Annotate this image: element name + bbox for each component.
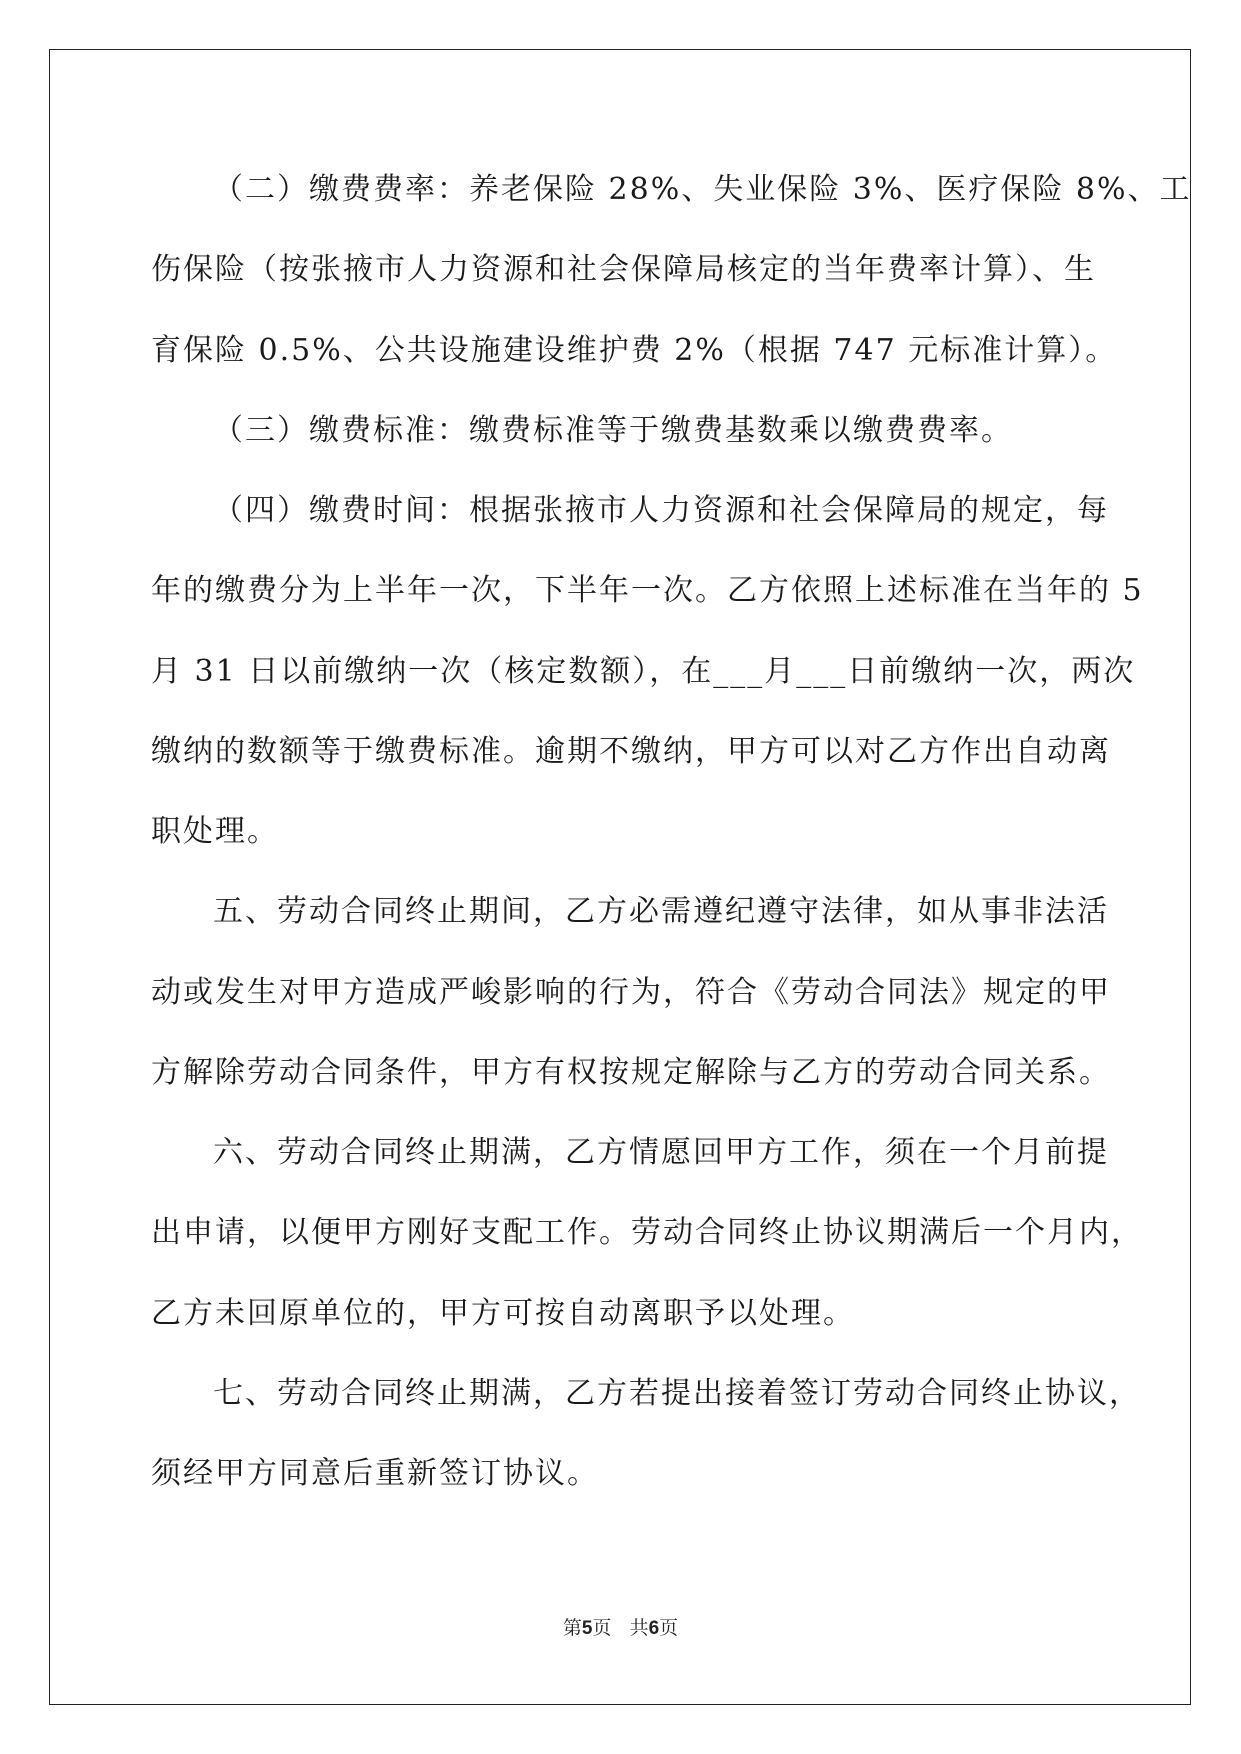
paragraph-line: 职处理。 [151, 814, 279, 849]
page-prefix: 第 [562, 1617, 582, 1639]
total-prefix: 共 [629, 1617, 649, 1639]
page-footer [0, 1613, 1241, 1640]
paragraph-line: （二）缴费费率：养老保险 28%、失业保险 3%、医疗保险 8%、工 [213, 172, 1192, 207]
paragraph-line: （三）缴费标准：缴费标准等于缴费基数乘以缴费费率。 [213, 413, 1013, 448]
paragraph-line: （四）缴费时间：根据张掖市人力资源和社会保障局的规定，每 [213, 493, 1109, 528]
paragraph-line: 乙方未回原单位的，甲方可按自动离职予以处理。 [151, 1296, 855, 1331]
paragraph-line: 须经甲方同意后重新签订协议。 [151, 1456, 599, 1491]
paragraph-line: 出申请，以便甲方刚好支配工作。劳动合同终止协议期满后一个月内， [151, 1215, 1143, 1250]
paragraph-line: 缴纳的数额等于缴费标准。逾期不缴纳，甲方可以对乙方作出自动离 [151, 734, 1111, 769]
paragraph-line: 伤保险（按张掖市人力资源和社会保障局核定的当年费率计算）、生 [151, 252, 1096, 287]
paragraph-line: 育保险 0.5%、公共设施建设维护费 2%（根据 747 元标准计算）。 [151, 333, 1118, 368]
total-suffix: 页 [659, 1617, 679, 1639]
paragraph-line: 六、劳动合同终止期满，乙方情愿回甲方工作，须在一个月前提 [213, 1135, 1109, 1170]
paragraph-line: 动或发生对甲方造成严峻影响的行为，符合《劳动合同法》规定的甲 [151, 975, 1111, 1010]
paragraph-line: 方解除劳动合同条件，甲方有权按规定解除与乙方的劳动合同关系。 [151, 1055, 1111, 1090]
paragraph-line: 七、劳动合同终止期满，乙方若提出接着签订劳动合同终止协议， [213, 1376, 1141, 1411]
page-suffix: 页 [592, 1617, 612, 1639]
total-pages: 6 [648, 1618, 660, 1639]
paragraph-line: 年的缴费分为上半年一次，下半年一次。乙方依照上述标准在当年的 5 [151, 573, 1144, 608]
page-number: 5 [581, 1618, 593, 1639]
paragraph-line: 五、劳动合同终止期间，乙方必需遵纪遵守法律，如从事非法活 [213, 894, 1109, 929]
paragraph-line: 月 31 日以前缴纳一次（核定数额），在___月___日前缴纳一次，两次 [151, 654, 1136, 689]
